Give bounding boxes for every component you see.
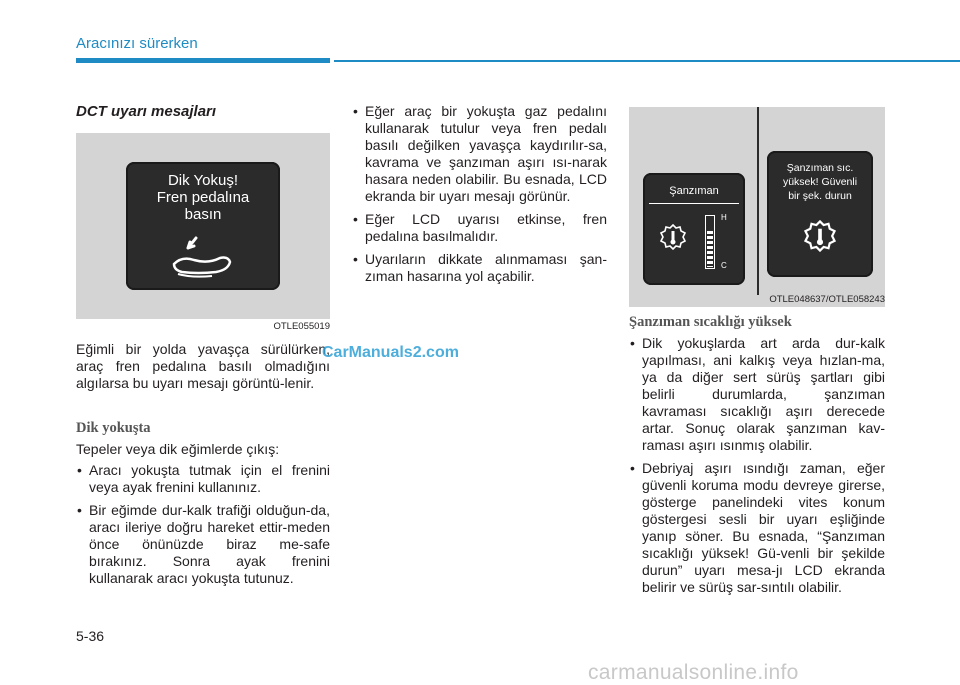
header-rule-thick [76, 58, 330, 63]
lcd-divider [649, 203, 739, 204]
intro-paragraph: Eğimli bir yolda yavaşça sürülürken, araç fren pedalına basılı olmadığını algılarsa bu uyarı mesajı görüntü-lenir. [76, 341, 330, 391]
lcd-warning-line-1: Şanzıman sıc. [786, 162, 854, 174]
lcd-line-3: basın [184, 206, 222, 223]
page-number: 5-36 [76, 628, 105, 644]
section-heading: DCT uyarı mesajları [76, 103, 217, 120]
lcd-line-2: Fren pedalına [156, 189, 250, 206]
list-item: • Aracı yokuşta tutmak için el frenini veya ayak frenini kullanınız. [76, 462, 330, 496]
watermark-carmanuals2: CarManuals2.com [322, 344, 459, 361]
brake-pedal-foot-icon [168, 234, 240, 280]
lcd-warning-line-3: bir şek. durun [788, 190, 852, 202]
subheading-text: Tepeler veya dik eğimlerde çıkış: [76, 441, 280, 457]
bullet-list-middle [352, 103, 607, 291]
list-item: • Bir eğimde dur-kalk trafiği olduğun-da, aracı ileriye doğru hareket ettir-meden önce önünüzde biraz me-safe bırakınız. Sonra ayak frenini kullanarak aracı yokuşta tutunuz. [76, 502, 330, 587]
lcd-screen-steep-hill [126, 162, 280, 290]
list-item: • Eğer LCD uyarısı etkinse, fren pedalına basılmalıdır. [352, 211, 607, 245]
temp-high-label: H [721, 213, 727, 222]
figure-code: OTLE055019 [273, 321, 330, 332]
figure-steep-hill [76, 133, 330, 319]
section-title: Aracınızı sürerken [76, 35, 198, 52]
header-rule-thin [334, 60, 960, 62]
transmission-warning-icon [803, 219, 837, 253]
temp-gauge-fill [707, 231, 713, 267]
subheading-transmission-temp: Şanzıman sıcaklığı yüksek [629, 314, 792, 330]
lcd-line-1: Dik Yokuş! [167, 172, 239, 189]
list-item: • Dik yokuşlarda art arda dur-kalk yapılması, ani kalkış veya hızlan-ma, ya da diğer sert sürüş şartları gibi belirli durumlarda, şanzıman kavraması sıcaklığı aşırı derecede artar. Sonuç olarak şanzıman kav-raması aşırı ısınmış olabilir. [629, 335, 885, 454]
footer-watermark: carmanualsonline.info [588, 661, 799, 684]
list-item: • Uyarıların dikkate alınmaması şan-zıman hasarına yol açabilir. [352, 251, 607, 285]
figure-transmission-temp [629, 107, 885, 307]
subheading-steep-hill: Dik yokuşta [76, 420, 151, 436]
transmission-temp-icon [659, 223, 687, 251]
bullet-list-right [629, 335, 885, 602]
list-item: • Eğer araç bir yokuşta gaz pedalını kullanarak tutulur veya fren pedalı basılı değilken yavaşça kaydırılır-sa, kavrama ve şanzıman aşırı ısı-narak hasara neden olabilir. Bu esnada, LCD ekranda bir uyarı mesajı görünür. [352, 103, 607, 205]
temp-low-label: C [721, 261, 727, 270]
lcd-gauge-title: Şanzıman [669, 185, 719, 197]
temp-gauge-bar [705, 215, 715, 269]
figure-code: OTLE048637/OTLE058243 [769, 294, 885, 305]
lcd-warning-line-2: yüksek! Güvenli [782, 176, 858, 188]
lcd-screen-gauge [643, 173, 745, 285]
figure-separator [757, 107, 759, 295]
bullet-list-left [76, 462, 330, 593]
list-item: • Debriyaj aşırı ısındığı zaman, eğer güvenli koruma modu devreye girerse, gösterge panelindeki vites konum göstergesi sesli bir uyarı eşliğinde yanıp söner. Bu esnada, “Şanzıman sıcaklığı yüksek! Gü-venli bir şekilde durun” uyarı mesa-jı LCD ekranda belirir ve sürüş sar-sıntılı olabilir. [629, 460, 885, 596]
lcd-screen-warning [767, 151, 873, 277]
